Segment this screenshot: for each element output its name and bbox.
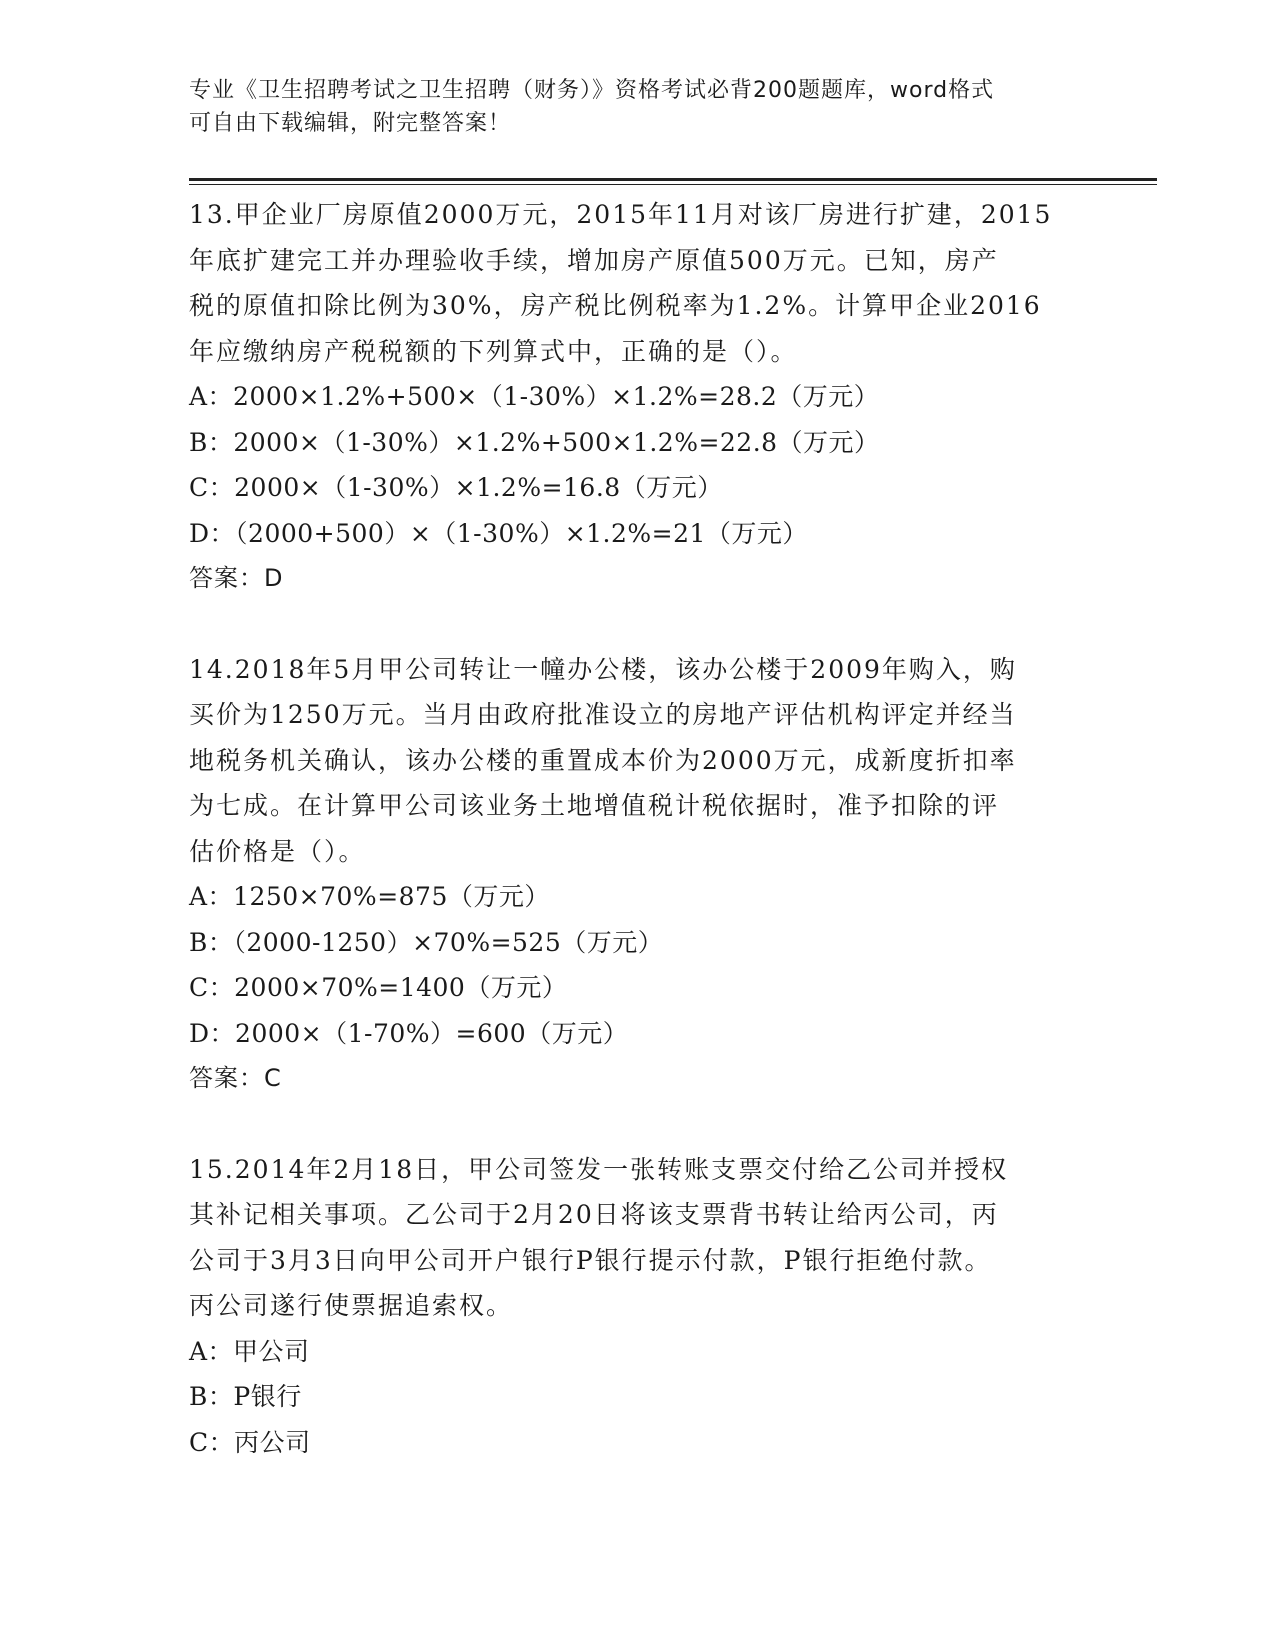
page-header <box>189 74 1089 140</box>
stem-line: 地税务机关确认，该办公楼的重置成本价为2000万元，成新度折扣率 <box>189 745 1017 775</box>
question-13 <box>189 192 1089 602</box>
header-divider-thin <box>189 184 1157 185</box>
question-stem <box>189 192 1089 374</box>
header-divider-thick <box>189 178 1157 181</box>
stem-line: 公司于3月3日向甲公司开户银行P银行提示付款，P银行拒绝付款。 <box>189 1245 992 1275</box>
stem-line: 14.2018年5月甲公司转让一幢办公楼，该办公楼于2009年购入，购 <box>189 654 1017 684</box>
stem-line: 税的原值扣除比例为30%，房产税比例税率为1.2%。计算甲企业2016 <box>189 291 1042 320</box>
question-spacer <box>189 1102 1089 1147</box>
option-c: C：丙公司 <box>189 1427 311 1457</box>
question-spacer <box>189 602 1089 647</box>
stem-line: 13.甲企业厂房原值2000万元，2015年11月对该厂房进行扩建，2015 <box>189 200 1053 229</box>
option-c: C：2000×（1-30%）×1.2%=16.8（万元） <box>189 473 723 502</box>
option-a: A：2000×1.2%+500×（1-30%）×1.2%=28.2（万元） <box>189 382 880 411</box>
stem-line: 年底扩建完工并办理验收手续，增加房产原值500万元。已知，房产 <box>189 245 999 275</box>
option-b: B：2000×（1-30%）×1.2%+500×1.2%=22.8（万元） <box>189 427 880 457</box>
option-a: A：甲公司 <box>189 1336 310 1366</box>
question-14 <box>189 647 1089 1102</box>
option-b: B：P银行 <box>189 1382 302 1411</box>
option-b: B：（2000-1250）×70%=525（万元） <box>189 927 664 957</box>
option-a: A：1250×70%=875（万元） <box>189 882 550 911</box>
answer-label: 答案：D <box>189 564 284 592</box>
option-d: D：2000×（1-70%）=600（万元） <box>189 1018 629 1048</box>
header-line-1: 专业《卫生招聘考试之卫生招聘（财务）》资格考试必背200题题库，word格式 <box>189 78 995 103</box>
option-c: C：2000×70%=1400（万元） <box>189 973 568 1002</box>
stem-line: 买价为1250万元。当月由政府批准设立的房地产评估机构评定并经当 <box>189 700 1017 729</box>
question-15 <box>189 1147 1089 1466</box>
question-list <box>189 192 1089 1465</box>
question-stem <box>189 1147 1089 1329</box>
answer-label: 答案：C <box>189 1064 282 1092</box>
question-stem <box>189 647 1089 875</box>
stem-line: 15.2014年2月18日，甲公司签发一张转账支票交付给乙公司并授权 <box>189 1154 1009 1184</box>
stem-line: 估价格是（）。 <box>189 836 366 866</box>
stem-line: 为七成。在计算甲公司该业务土地增值税计税依据时，准予扣除的评 <box>189 791 1000 820</box>
option-d: D：（2000+500）×（1-30%）×1.2%=21（万元） <box>189 518 808 548</box>
stem-line: 丙公司遂行使票据追索权。 <box>189 1291 514 1320</box>
header-line-2: 可自由下载编辑，附完整答案！ <box>189 111 512 136</box>
stem-line: 其补记相关事项。乙公司于2月20日将该支票背书转让给丙公司，丙 <box>189 1200 999 1229</box>
stem-line: 年应缴纳房产税税额的下列算式中，正确的是（）。 <box>189 336 798 366</box>
